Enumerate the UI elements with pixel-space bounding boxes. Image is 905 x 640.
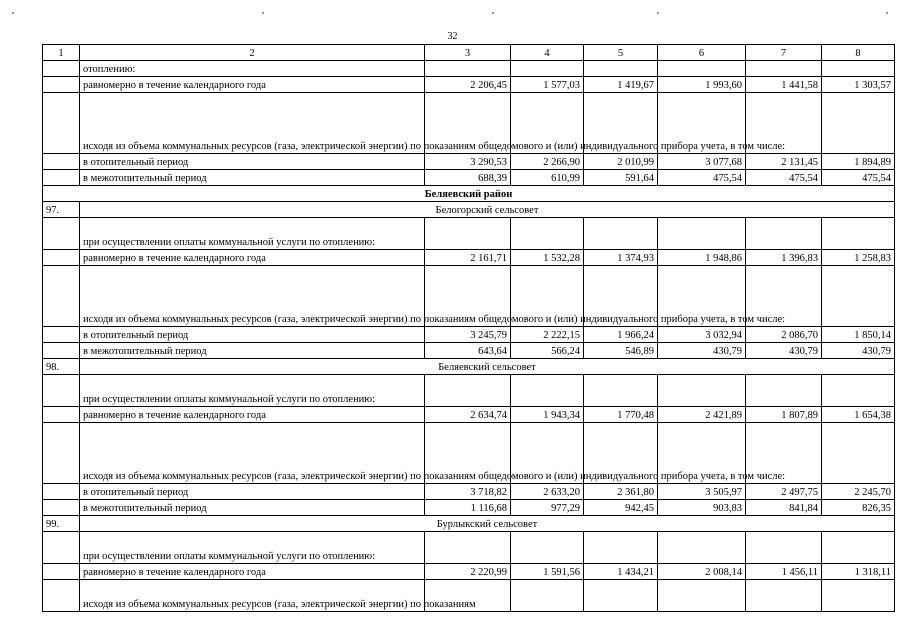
value-cell — [822, 61, 895, 77]
value-cell: 1 396,83 — [746, 250, 822, 266]
row-description: отоплению: — [80, 61, 425, 77]
row-description: равномерно в течение календарного года — [80, 250, 425, 266]
row-number-cell — [43, 170, 80, 186]
value-cell: 2 497,75 — [746, 484, 822, 500]
value-cell — [658, 532, 746, 564]
value-cell — [746, 61, 822, 77]
table-row — [43, 532, 895, 564]
value-cell: 1 591,56 — [511, 564, 584, 580]
scan-speck — [657, 12, 659, 14]
value-cell — [584, 61, 658, 77]
value-cell — [822, 218, 895, 250]
value-cell: 430,79 — [746, 343, 822, 359]
row-description: при осуществлении оплаты коммунальной услуги по отоплению: — [80, 375, 425, 407]
table-row — [43, 580, 895, 612]
row-number-cell — [43, 564, 80, 580]
settlement-name: Беляевский сельсовет — [80, 359, 895, 375]
page-number: 32 — [447, 31, 458, 42]
value-cell: 1 456,11 — [746, 564, 822, 580]
table-body — [43, 45, 895, 612]
scan-speck — [262, 12, 264, 14]
value-cell: 1 303,57 — [822, 77, 895, 93]
row-number-cell — [43, 266, 80, 327]
value-cell — [658, 218, 746, 250]
row-number-cell — [43, 327, 80, 343]
table-row — [43, 375, 895, 407]
value-cell: 2 010,99 — [584, 154, 658, 170]
row-description: в отопительный период — [80, 154, 425, 170]
value-cell: 2 633,20 — [511, 484, 584, 500]
value-cell: 591,64 — [584, 170, 658, 186]
header-cell: 5 — [584, 45, 658, 61]
row-number-cell — [43, 218, 80, 250]
table-row — [43, 154, 895, 170]
value-cell — [822, 375, 895, 407]
table-row — [43, 93, 895, 154]
value-cell: 3 718,82 — [425, 484, 511, 500]
value-cell: 2 220,99 — [425, 564, 511, 580]
table-row — [43, 250, 895, 266]
table-row — [43, 407, 895, 423]
value-cell — [511, 61, 584, 77]
value-cell: 1 258,83 — [822, 250, 895, 266]
value-cell — [658, 61, 746, 77]
row-number-cell — [43, 423, 80, 484]
header-cell: 7 — [746, 45, 822, 61]
row-number-cell — [43, 532, 80, 564]
value-cell — [511, 532, 584, 564]
header-cell: 2 — [80, 45, 425, 61]
value-cell — [511, 375, 584, 407]
value-cell — [511, 580, 584, 612]
table-row — [43, 423, 895, 484]
value-cell: 610,99 — [511, 170, 584, 186]
settlement-row — [43, 202, 895, 218]
value-cell: 1 654,38 — [822, 407, 895, 423]
value-cell — [746, 218, 822, 250]
settlement-row — [43, 516, 895, 532]
value-cell — [425, 218, 511, 250]
row-number-cell — [43, 61, 80, 77]
row-description: равномерно в течение календарного года — [80, 564, 425, 580]
value-cell — [822, 423, 895, 484]
value-cell: 1 948,86 — [658, 250, 746, 266]
value-cell: 1 993,60 — [658, 77, 746, 93]
row-description: равномерно в течение календарного года — [80, 77, 425, 93]
table-row — [43, 266, 895, 327]
value-cell: 475,54 — [746, 170, 822, 186]
row-description: равномерно в течение календарного года — [80, 407, 425, 423]
value-cell: 826,35 — [822, 500, 895, 516]
row-number-cell — [43, 375, 80, 407]
value-cell — [822, 266, 895, 327]
value-cell: 2 008,14 — [658, 564, 746, 580]
value-cell: 2 634,74 — [425, 407, 511, 423]
value-cell: 3 290,53 — [425, 154, 511, 170]
value-cell: 1 850,14 — [822, 327, 895, 343]
entry-number: 97. — [43, 202, 80, 218]
row-description: исходя из объема коммунальных ресурсов (газа, электрической энергии) по показаниям — [80, 580, 425, 612]
district-row — [43, 186, 895, 202]
table-row — [43, 500, 895, 516]
row-number-cell — [43, 500, 80, 516]
value-cell: 1 374,93 — [584, 250, 658, 266]
settlement-name: Бурлыкский сельсовет — [80, 516, 895, 532]
table-row — [43, 564, 895, 580]
row-description: в межотопительный период — [80, 500, 425, 516]
value-cell: 1 532,28 — [511, 250, 584, 266]
value-cell: 2 245,70 — [822, 484, 895, 500]
row-number-cell — [43, 250, 80, 266]
table-row — [43, 61, 895, 77]
row-number-cell — [43, 93, 80, 154]
value-cell: 1 434,21 — [584, 564, 658, 580]
value-cell: 3 245,79 — [425, 327, 511, 343]
row-description: в межотопительный период — [80, 170, 425, 186]
row-description: исходя из объема коммунальных ресурсов (газа, электрической энергии) по показаниям общедомового и (или) индивидуального прибора учета, в том числе: — [80, 266, 425, 327]
header-cell: 3 — [425, 45, 511, 61]
value-cell — [746, 580, 822, 612]
value-cell: 1 419,67 — [584, 77, 658, 93]
value-cell — [425, 532, 511, 564]
value-cell: 1 441,58 — [746, 77, 822, 93]
value-cell — [584, 532, 658, 564]
value-cell — [658, 580, 746, 612]
value-cell: 475,54 — [822, 170, 895, 186]
value-cell: 430,79 — [822, 343, 895, 359]
value-cell — [822, 93, 895, 154]
entry-number: 99. — [43, 516, 80, 532]
row-description: исходя из объема коммунальных ресурсов (газа, электрической энергии) по показаниям общедомового и (или) индивидуального прибора учета, в том числе: — [80, 423, 425, 484]
row-description: в межотопительный период — [80, 343, 425, 359]
value-cell: 688,39 — [425, 170, 511, 186]
row-number-cell — [43, 343, 80, 359]
table-row — [43, 484, 895, 500]
value-cell: 1 894,89 — [822, 154, 895, 170]
value-cell: 2 161,71 — [425, 250, 511, 266]
value-cell — [746, 375, 822, 407]
header-row — [43, 45, 895, 61]
value-cell: 1 770,48 — [584, 407, 658, 423]
row-description: при осуществлении оплаты коммунальной услуги по отоплению: — [80, 532, 425, 564]
value-cell: 903,83 — [658, 500, 746, 516]
value-cell: 2 361,80 — [584, 484, 658, 500]
value-cell: 2 086,70 — [746, 327, 822, 343]
row-description: в отопительный период — [80, 327, 425, 343]
value-cell — [584, 580, 658, 612]
scan-speck — [12, 12, 14, 14]
row-number-cell — [43, 407, 80, 423]
row-description: исходя из объема коммунальных ресурсов (газа, электрической энергии) по показаниям общедомового и (или) индивидуального прибора учета, в том числе: — [80, 93, 425, 154]
table-row — [43, 170, 895, 186]
row-number-cell — [43, 484, 80, 500]
value-cell: 1 577,03 — [511, 77, 584, 93]
value-cell: 3 505,97 — [658, 484, 746, 500]
value-cell: 1 318,11 — [822, 564, 895, 580]
row-number-cell — [43, 77, 80, 93]
entry-number: 98. — [43, 359, 80, 375]
value-cell — [425, 61, 511, 77]
value-cell: 475,54 — [658, 170, 746, 186]
district-title: Беляевский район — [43, 186, 895, 202]
value-cell: 3 077,68 — [658, 154, 746, 170]
value-cell: 2 222,15 — [511, 327, 584, 343]
table-row — [43, 343, 895, 359]
table-row — [43, 77, 895, 93]
value-cell: 546,89 — [584, 343, 658, 359]
value-cell: 3 032,94 — [658, 327, 746, 343]
value-cell — [584, 375, 658, 407]
row-number-cell — [43, 580, 80, 612]
value-cell: 841,84 — [746, 500, 822, 516]
table-row — [43, 327, 895, 343]
value-cell: 1 966,24 — [584, 327, 658, 343]
row-description: в отопительный период — [80, 484, 425, 500]
value-cell: 1 943,34 — [511, 407, 584, 423]
value-cell: 977,29 — [511, 500, 584, 516]
value-cell: 2 206,45 — [425, 77, 511, 93]
value-cell: 2 266,90 — [511, 154, 584, 170]
value-cell: 2 421,89 — [658, 407, 746, 423]
value-cell — [746, 532, 822, 564]
scan-speck — [492, 12, 494, 14]
value-cell: 643,64 — [425, 343, 511, 359]
settlement-name: Белогорский сельсовет — [80, 202, 895, 218]
row-number-cell — [43, 154, 80, 170]
header-cell: 6 — [658, 45, 746, 61]
value-cell: 1 807,89 — [746, 407, 822, 423]
header-cell: 1 — [43, 45, 80, 61]
scan-speck — [886, 12, 888, 14]
value-cell: 2 131,45 — [746, 154, 822, 170]
value-cell: 942,45 — [584, 500, 658, 516]
tariff-table — [42, 44, 895, 612]
header-cell: 8 — [822, 45, 895, 61]
table-row — [43, 218, 895, 250]
value-cell — [822, 580, 895, 612]
value-cell — [822, 532, 895, 564]
value-cell: 566,24 — [511, 343, 584, 359]
value-cell: 1 116,68 — [425, 500, 511, 516]
header-cell: 4 — [511, 45, 584, 61]
value-cell — [425, 375, 511, 407]
value-cell — [658, 375, 746, 407]
value-cell — [511, 218, 584, 250]
row-description: при осуществлении оплаты коммунальной услуги по отоплению: — [80, 218, 425, 250]
settlement-row — [43, 359, 895, 375]
value-cell: 430,79 — [658, 343, 746, 359]
value-cell — [584, 218, 658, 250]
